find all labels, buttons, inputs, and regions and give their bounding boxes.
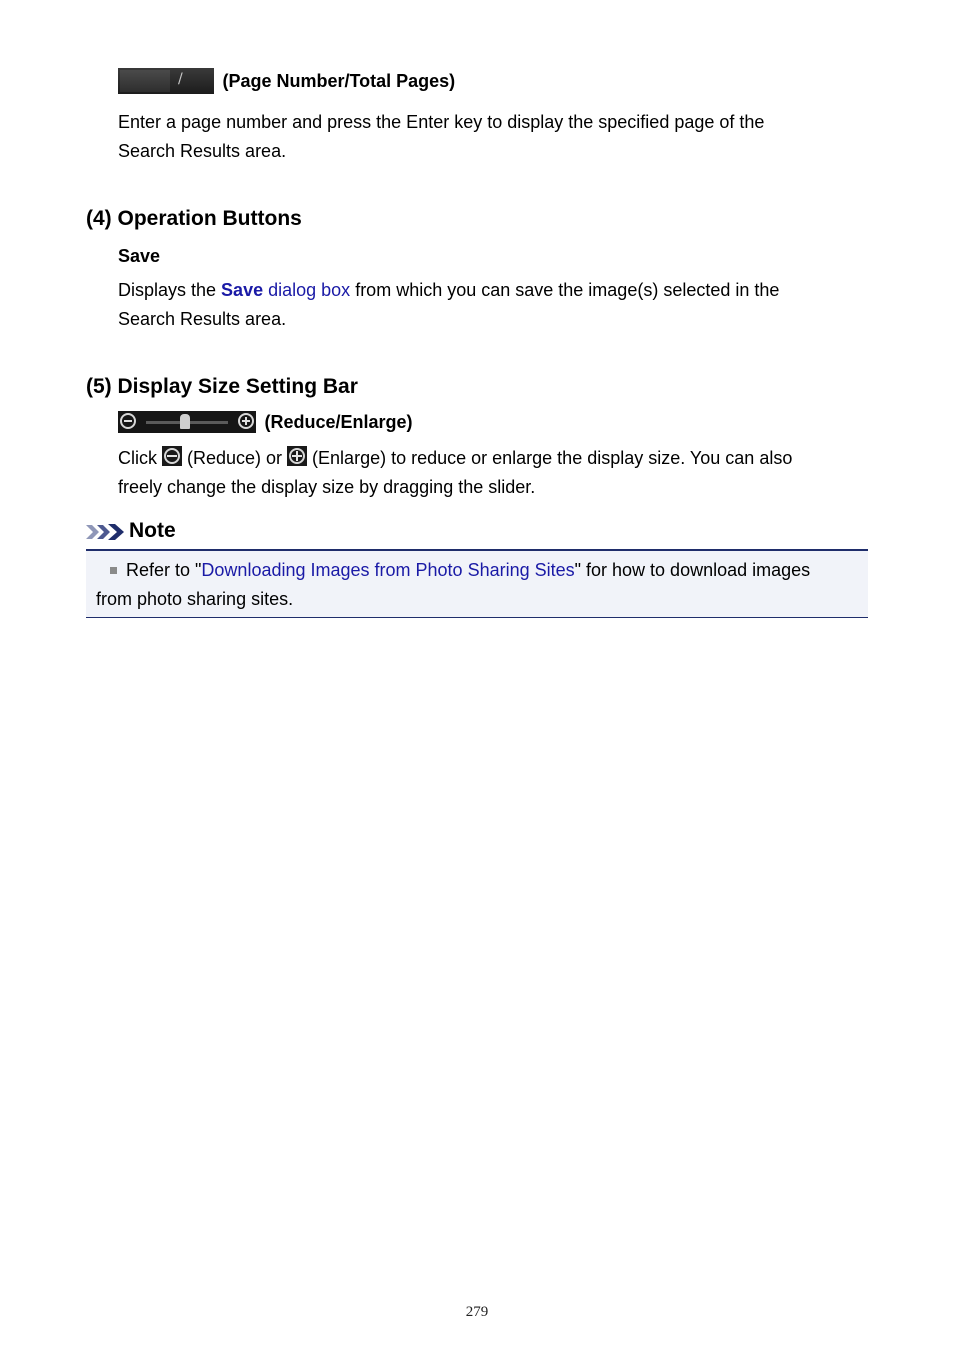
display-desc-reduce: (Reduce) or — [182, 448, 288, 468]
note-text-pre: Refer to " — [126, 560, 202, 580]
display-desc-line2: freely change the display size by dragging the slider. — [118, 477, 536, 497]
note-arrows-icon — [86, 522, 126, 542]
page-number-desc-line1: Enter a page number and press the Enter key to display the specified page of the — [118, 112, 765, 132]
reduce-icon — [162, 446, 182, 466]
page-number-field — [120, 70, 170, 92]
display-desc-enlarge: (Enlarge) to reduce or enlarge the display size. You can also — [307, 448, 793, 468]
save-link[interactable]: Save — [221, 280, 264, 300]
slider-thumb — [180, 414, 190, 429]
reduce-enlarge-item — [118, 410, 413, 434]
save-desc-post: from which you can save the image(s) selected in the — [350, 280, 780, 300]
page-number-footer: 279 — [465, 1304, 489, 1320]
downloading-images-link[interactable]: Downloading Images from Photo Sharing Sites — [201, 560, 575, 580]
page-number-slash: / — [178, 71, 183, 87]
save-desc-pre: Displays the — [118, 280, 222, 300]
page-number-widget-image — [118, 68, 214, 94]
display-size-slider-image — [118, 411, 256, 433]
page-number-item — [118, 68, 455, 94]
dialog-box-link[interactable]: dialog box — [268, 280, 351, 300]
note-text-post: " for how to download images — [574, 560, 811, 580]
display-desc-click: Click — [118, 448, 162, 468]
page-number-description — [118, 108, 878, 166]
save-title: Save — [118, 246, 161, 266]
minus-circle-icon — [120, 413, 136, 429]
operation-buttons-heading: (4) Operation Buttons — [86, 207, 302, 230]
note-text — [96, 556, 860, 614]
reduce-enlarge-label: (Reduce/Enlarge) — [264, 412, 413, 432]
save-desc-line2: Search Results area. — [118, 309, 287, 329]
bullet-icon — [110, 567, 117, 574]
plus-circle-icon — [238, 413, 254, 429]
page-number-desc-line2: Search Results area. — [118, 141, 287, 161]
note-text-line2: from photo sharing sites. — [96, 589, 294, 609]
page-number-label: (Page Number/Total Pages) — [222, 71, 456, 91]
note-box — [86, 549, 868, 618]
display-size-heading: (5) Display Size Setting Bar — [86, 375, 358, 398]
save-description — [118, 276, 878, 334]
note-title: Note — [129, 519, 176, 542]
enlarge-icon — [287, 446, 307, 466]
display-size-description — [118, 444, 898, 502]
